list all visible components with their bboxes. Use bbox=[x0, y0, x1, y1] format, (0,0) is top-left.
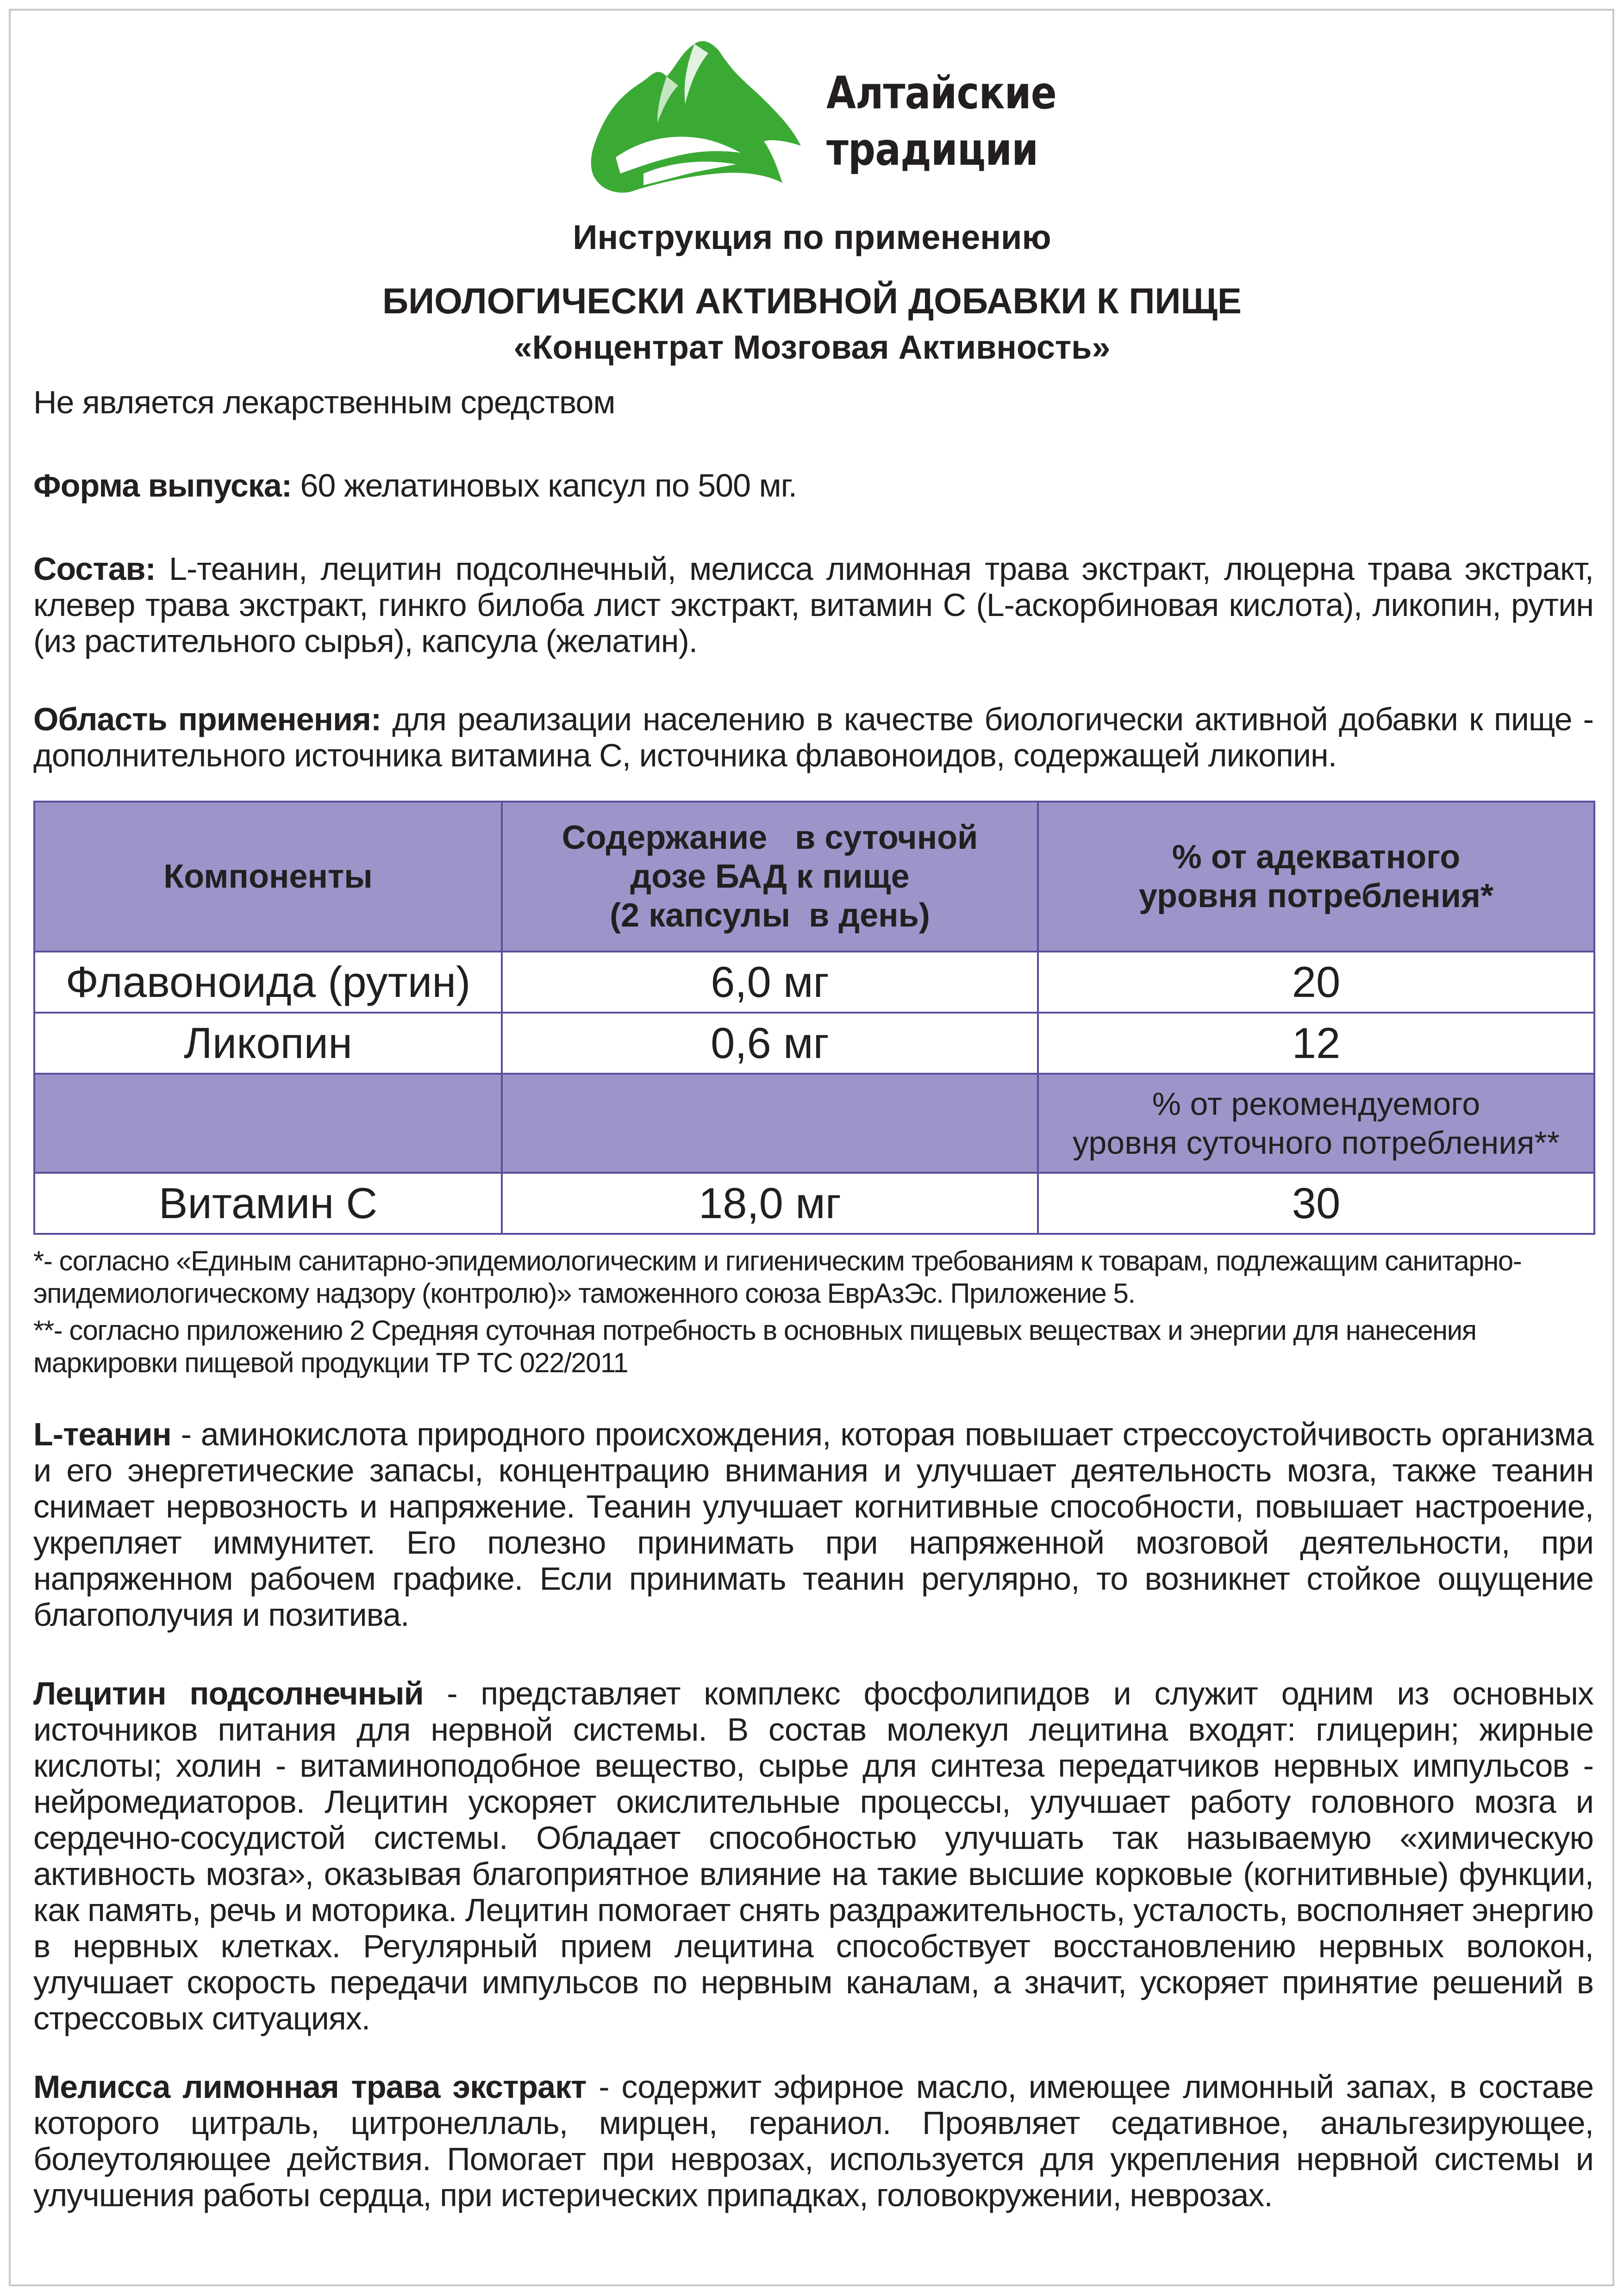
usage-paragraph bbox=[33, 701, 1593, 773]
theanine-label: L-теанин bbox=[33, 1416, 171, 1452]
header-percent-line-2: уровня потребления* bbox=[1138, 877, 1494, 915]
melissa-label: Мелисса лимонная трава экстракт bbox=[33, 2069, 587, 2105]
components-table bbox=[33, 801, 1595, 1235]
notice-text: Не является лекарственным средством bbox=[33, 384, 615, 420]
usage-text: для реализации населению в качестве биологически активной добавки к пище - дополнительного источника витамина С, источника флавоноидов, содержащей ликопин. bbox=[33, 701, 1593, 773]
header-dose-line-3: (2 капсулы в день) bbox=[610, 897, 930, 934]
theanine-text: - аминокислота природного происхождения, которая повышает стрессоустойчивость организма и его энергетические запасы, концентрацию внимания и улучшает деятельность мозга, также теанин снимает нервозность и напряжение. Теанин улучшает когнитивные способности, повышает настроение, укрепляет иммунитет. Его полезно принимать при напряженной мозговой деятельности, при напряженном рабочем графике. Если принимать теанин регулярно, то возникнет стойкое ощущение благополучия и позитива. bbox=[33, 1416, 1593, 1633]
header-dose bbox=[502, 802, 1038, 952]
footnote-2: **- согласно приложению 2 Средняя суточная потребность в основных пищевых веществах и энергии для нанесения маркировки пищевой продукции ТР ТС 022/2011 bbox=[33, 1315, 1476, 1378]
subheader-line-2: уровня суточного потребления** bbox=[1073, 1125, 1560, 1161]
form-paragraph bbox=[33, 467, 1593, 504]
row-component: Ликопин bbox=[34, 1013, 502, 1074]
row-dose: 6,0 мг bbox=[502, 952, 1038, 1013]
brand-line-2: традиции bbox=[826, 124, 1038, 175]
lecithin-label: Лецитин подсолнечный bbox=[33, 1675, 424, 1711]
document-subtitle: БИОЛОГИЧЕСКИ АКТИВНОЙ ДОБАВКИ К ПИЩЕ bbox=[382, 280, 1242, 321]
lecithin-paragraph bbox=[33, 1675, 1593, 2036]
melissa-paragraph bbox=[33, 2069, 1593, 2213]
header-dose-line-2: дозе БАД к пище bbox=[630, 858, 910, 895]
row-component: Витамин С bbox=[34, 1173, 502, 1234]
footnote-1: *- согласно «Единым санитарно-эпидемиологическим и гигиеническим требованиям к товарам, подлежащим санитарно-эпидемиологическому надзору (контролю)» таможенного союза ЕврАзЭс. Приложение 5. bbox=[33, 1245, 1522, 1309]
theanine-paragraph bbox=[33, 1416, 1593, 1633]
header-percent bbox=[1038, 802, 1594, 952]
row-percent: 20 bbox=[1038, 952, 1594, 1013]
table-subheader-row bbox=[34, 1074, 1594, 1173]
header-percent-line-1: % от адекватного bbox=[1172, 839, 1461, 876]
row-percent: 30 bbox=[1038, 1173, 1594, 1234]
row-percent: 12 bbox=[1038, 1013, 1594, 1074]
lecithin-text: - представляет комплекс фосфолипидов и служит одним из основных источников питания для нервной системы. В состав молекул лецитина входят: глицерин; жирные кислоты; холин - витаминоподобное вещество, сырье для синтеза передатчиков нервных импульсов - нейромедиаторов. Лецитин ускоряет окислительные процессы, улучшает работу головного мозга и сердечно-сосудистой системы. Обладает способностью улучшать так называемую «химическую активность мозга», оказывая благоприятное влияние на такие высшие корковые (когнитивные) функции, как память, речь и моторика. Лецитин помогает снять раздражительность, усталость, восполняет энергию в нервных клетках. Регулярный прием лецитина способствует восстановлению нервных волокон, улучшает скорость передачи импульсов по нервным каналам, а значит, ускоряет принятие решений в стрессовых ситуациях. bbox=[33, 1675, 1593, 2036]
row-component: Флавоноида (рутин) bbox=[34, 952, 502, 1013]
row-dose: 18,0 мг bbox=[502, 1173, 1038, 1234]
composition-text: L-теанин, лецитин подсолнечный, мелисса лимонная трава экстракт, люцерна трава экстракт, клевер трава экстракт, гинкго билоба лист экстракт, витамин С (L-аскорбиновая кислота), ликопин, рутин (из растительного сырья), капсула (желатин). bbox=[33, 551, 1593, 659]
header-components: Компоненты bbox=[34, 802, 502, 952]
table-row bbox=[34, 1013, 1594, 1074]
subheader-empty-1 bbox=[34, 1074, 502, 1173]
usage-label: Область применения: bbox=[33, 701, 381, 737]
row-dose: 0,6 мг bbox=[502, 1013, 1038, 1074]
subheader-percent bbox=[1038, 1074, 1594, 1173]
composition-label: Состав: bbox=[33, 551, 156, 587]
product-name: «Концентрат Мозговая Активность» bbox=[513, 329, 1111, 366]
form-label: Форма выпуска: bbox=[33, 467, 292, 504]
subheader-empty-2 bbox=[502, 1074, 1038, 1173]
table-header-row bbox=[34, 802, 1594, 952]
melissa-text: - содержит эфирное масло, имеющее лимонный запах, в составе которого цитраль, цитронеллаль, мирцен, гераниол. Проявляет седативное, анальгезирующее, болеутоляющее действия. Помогает при неврозах, используется для укрепления нервной системы и улучшения работы сердца, при истерических припадках, головокружении, неврозах. bbox=[33, 2069, 1594, 2213]
table-row bbox=[34, 952, 1594, 1013]
table-row bbox=[34, 1173, 1594, 1234]
brand-name bbox=[826, 65, 1056, 178]
brand-line-1: Алтайские bbox=[826, 67, 1056, 119]
green-mountain-logo bbox=[588, 35, 806, 197]
composition-paragraph bbox=[33, 551, 1593, 659]
subheader-line-1: % от рекомендуемого bbox=[1152, 1086, 1480, 1122]
header-dose-line-1: Содержание в суточной bbox=[562, 819, 978, 856]
form-text: 60 желатиновых капсул по 500 мг. bbox=[292, 467, 797, 504]
page-title: Инструкция по применению bbox=[573, 218, 1051, 256]
